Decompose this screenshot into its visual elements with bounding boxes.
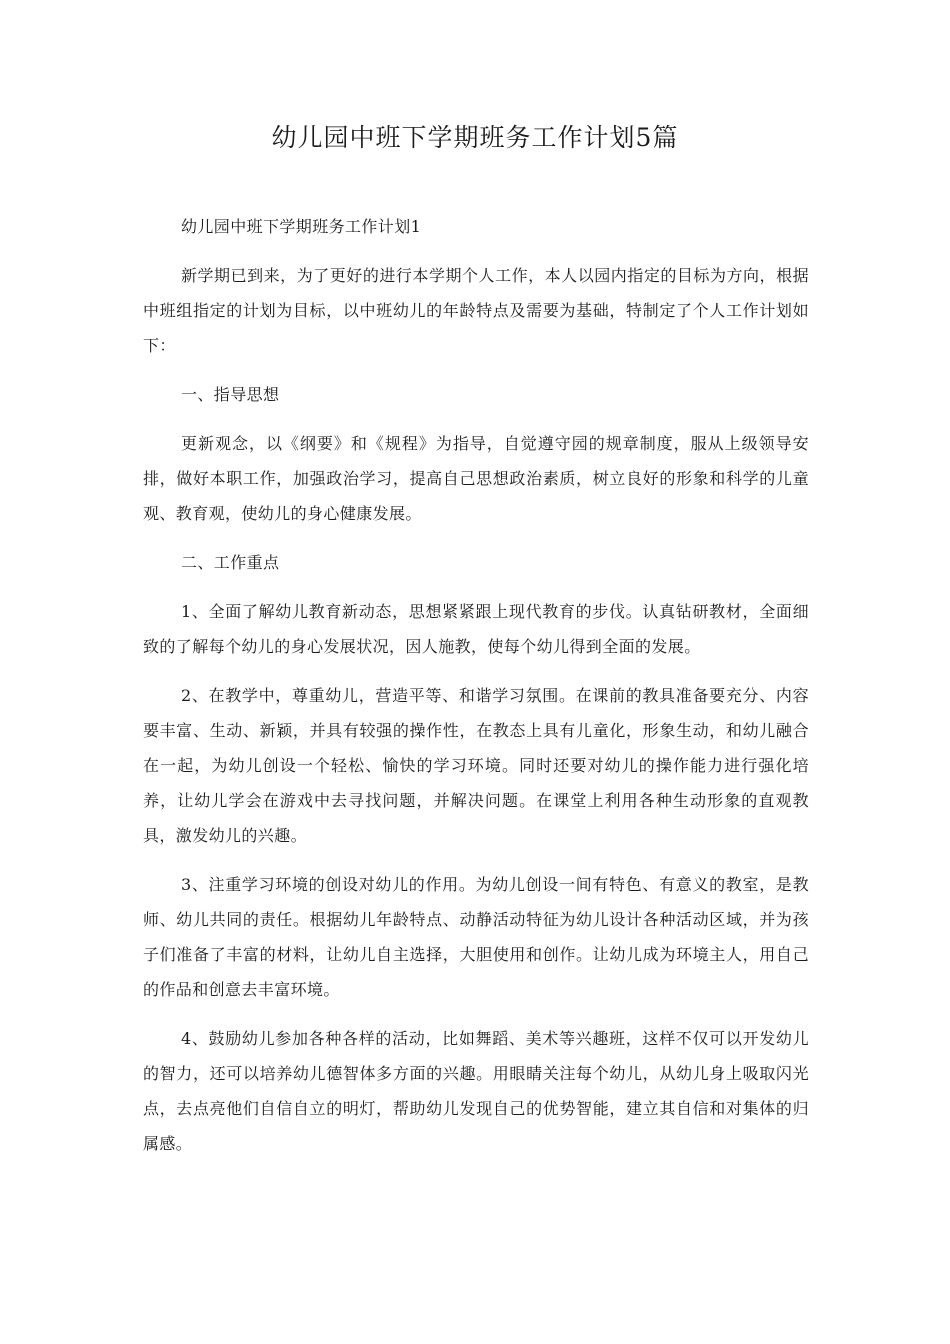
document-title: 幼儿园中班下学期班务工作计划5篇 — [271, 123, 679, 152]
work-focus-item-3: 3、注重学习环境的创设对幼儿的作用。为幼儿创设一间有特色、有意义的教室，是教师、幼儿共同的责任。根据幼儿年龄特点、动静活动特征为幼儿设计各种活动区域，并为孩子们准备了丰富的材料，让幼儿自主选择，大胆使用和创作。让幼儿成为环境主人，用自己的作品和创意去丰富环境。 — [143, 875, 809, 999]
guiding-ideas-paragraph: 更新观念，以《纲要》和《规程》为指导，自觉遵守园的规章制度，服从上级领导安排，做好本职工作，加强政治学习，提高自己思想政治素质，树立良好的形象和科学的儿童观、教育观，使幼儿的身心健康发展。 — [143, 434, 809, 523]
subtitle-paragraph: 幼儿园中班下学期班务工作计划1 — [181, 217, 422, 236]
section-heading-guiding-ideas: 一、指导思想 — [181, 385, 280, 404]
document-body — [143, 209, 809, 1175]
intro-paragraph: 新学期已到来，为了更好的进行本学期个人工作，本人以园内指定的目标为方向，根据中班组指定的计划为目标，以中班幼儿的年龄特点及需要为基础，特制定了个人工作计划如下： — [143, 266, 809, 355]
section-heading-work-focus: 二、工作重点 — [181, 553, 280, 572]
work-focus-item-2: 2、在教学中，尊重幼儿，营造平等、和谐学习氛围。在课前的教具准备要充分、内容要丰富、生动、新颖，并具有较强的操作性，在教态上具有儿童化，形象生动，和幼儿融合在一起，为幼儿创设一个轻松、愉快的学习环境。同时还要对幼儿的操作能力进行强化培养，让幼儿学会在游戏中去寻找问题，并解决问题。在课堂上利用各种生动形象的直观教具，激发幼儿的兴趣。 — [143, 686, 809, 845]
work-focus-item-4: 4、鼓励幼儿参加各种各样的活动，比如舞蹈、美术等兴趣班，这样不仅可以开发幼儿的智力，还可以培养幼儿德智体多方面的兴趣。用眼睛关注每个幼儿，从幼儿身上吸取闪光点，去点亮他们自信自立的明灯，帮助幼儿发现自己的优势智能，建立其自信和对集体的归属感。 — [143, 1029, 809, 1153]
work-focus-item-1: 1、全面了解幼儿教育新动态，思想紧紧跟上现代教育的步伐。认真钻研教材，全面细致的了解每个幼儿的身心发展状况，因人施教，使每个幼儿得到全面的发展。 — [143, 602, 809, 656]
